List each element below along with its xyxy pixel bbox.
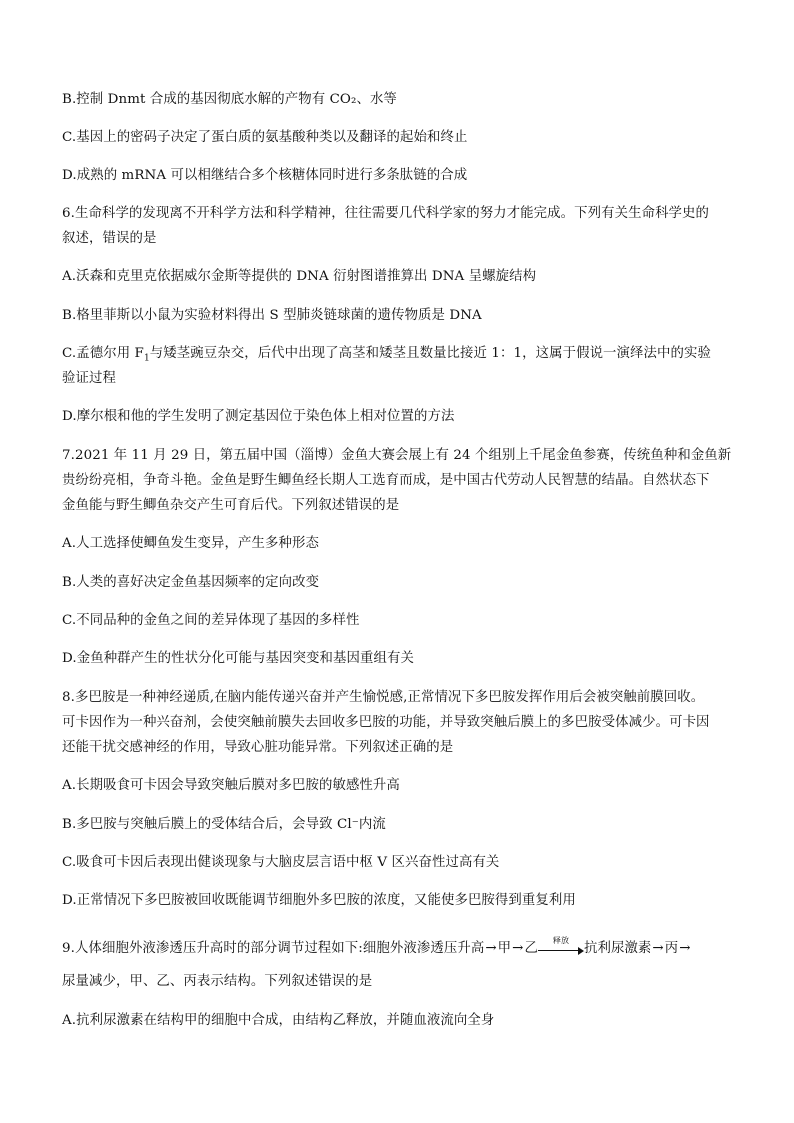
question-7-stem-line3: 金鱼能与野生鲫鱼杂交产生可育后代。下列叙述错误的是 [62, 498, 400, 513]
arrow-icon: → [679, 941, 691, 956]
question-6-stem-line2: 叙述，错误的是 [62, 231, 157, 246]
arrow-icon: → [485, 941, 497, 956]
arrow-icon: → [652, 941, 664, 956]
question-9-stem-line1 [62, 935, 742, 959]
option-6c-text-end: 与矮茎豌豆杂交，后代中出现了高茎和矮茎且数量比接近 1：1，这属于假说一演绎法中的实验 [149, 346, 711, 361]
question-7-stem-line2: 贵纷纷亮相，争奇斗艳。金鱼是野生鲫鱼经长期人工选育而成，是中国古代劳动人民智慧的结晶。自然状态下 [62, 473, 710, 488]
option-6c-text-start: C.孟德尔用 F [62, 346, 144, 361]
release-arrow-icon [538, 935, 584, 956]
option-5b: B.控制 Dnmt 合成的基因彻底水解的产物有 CO₂、水等 [62, 92, 397, 107]
option-6d: D.摩尔根和他的学生发明了测定基因位于染色体上相对位置的方法 [62, 409, 455, 424]
arrow-icon: → [512, 941, 524, 956]
option-6a: A.沃森和克里克依据威尔金斯等提供的 DNA 衍射图谱推算出 DNA 呈螺旋结构 [62, 269, 537, 284]
option-6c-subscript: 1 [143, 353, 150, 364]
option-6b: B.格里菲斯以小鼠为实验材料得出 S 型肺炎链球菌的遗传物质是 DNA [62, 308, 482, 323]
option-9a: A.抗利尿激素在结构甲的细胞中合成，由结构乙释放，并随血液流向全身 [62, 1013, 495, 1028]
option-7c: C.不同品种的金鱼之间的差异体现了基因的多样性 [62, 613, 360, 628]
q9-structure-jia: 甲 [497, 941, 512, 956]
option-7a: A.人工选择使鲫鱼发生变异，产生多种形态 [62, 536, 319, 551]
option-8c: C.吸食可卡因后表现出健谈现象与大脑皮层言语中枢 V 区兴奋性过高有关 [62, 855, 500, 870]
question-6-stem-line1: 6.生命科学的发现离不开科学方法和科学精神，往往需要几代科学家的努力才能完成。下列有关生命科学史的 [62, 206, 710, 221]
option-8a: A.长期吸食可卡因会导致突触后膜对多巴胺的敏感性升高 [62, 778, 400, 793]
q9-text-start: 9.人体细胞外液渗透压升高时的部分调节过程如下:细胞外液渗透压升高 [62, 941, 485, 956]
option-8b: B.多巴胺与突触后膜上的受体结合后，会导致 Cl⁻内流 [62, 817, 386, 832]
option-6c-line1 [62, 344, 742, 369]
option-5c: C.基因上的密码子决定了蛋白质的氨基酸种类以及翻译的起始和终止 [62, 130, 468, 145]
option-6c-line2: 验证过程 [62, 371, 116, 386]
option-8d: D.正常情况下多巴胺被回收既能调节细胞外多巴胺的浓度，又能使多巴胺得到重复利用 [62, 893, 576, 908]
q9-structure-yi: 乙 [524, 941, 538, 956]
question-8-stem-line2: 可卡因作为一种兴奋剂，会使突触前膜失去回收多巴胺的功能，并导致突触后膜上的多巴胺受体减少。可卡因 [62, 715, 710, 730]
option-7b: B.人类的喜好决定金鱼基因频率的定向改变 [62, 575, 320, 590]
option-7d: D.金鱼种群产生的性状分化可能与基因突变和基因重组有关 [62, 651, 414, 666]
q9-structure-bing: 丙 [664, 941, 679, 956]
question-8-stem-line3: 还能干扰交感神经的作用，导致心脏功能异常。下列叙述正确的是 [62, 740, 454, 755]
release-label: 释放 [552, 935, 570, 945]
question-7-stem-line1: 7.2021 年 11 月 29 日，第五届中国（淄博）金鱼大赛会展上有 24 个组别上千尾金鱼参赛，传统鱼种和金鱼新 [62, 448, 732, 463]
option-5d: D.成熟的 mRNA 可以相继结合多个核糖体同时进行多条肽链的合成 [62, 168, 468, 183]
question-9-stem-line2: 尿量减少，甲、乙、丙表示结构。下列叙述错误的是 [62, 974, 373, 989]
question-8-stem-line1: 8.多巴胺是一种神经递质,在脑内能传递兴奋并产生愉悦感,正常情况下多巴胺发挥作用后会被突触前膜回收。 [62, 690, 705, 705]
q9-hormone: 抗利尿激素 [583, 941, 652, 956]
